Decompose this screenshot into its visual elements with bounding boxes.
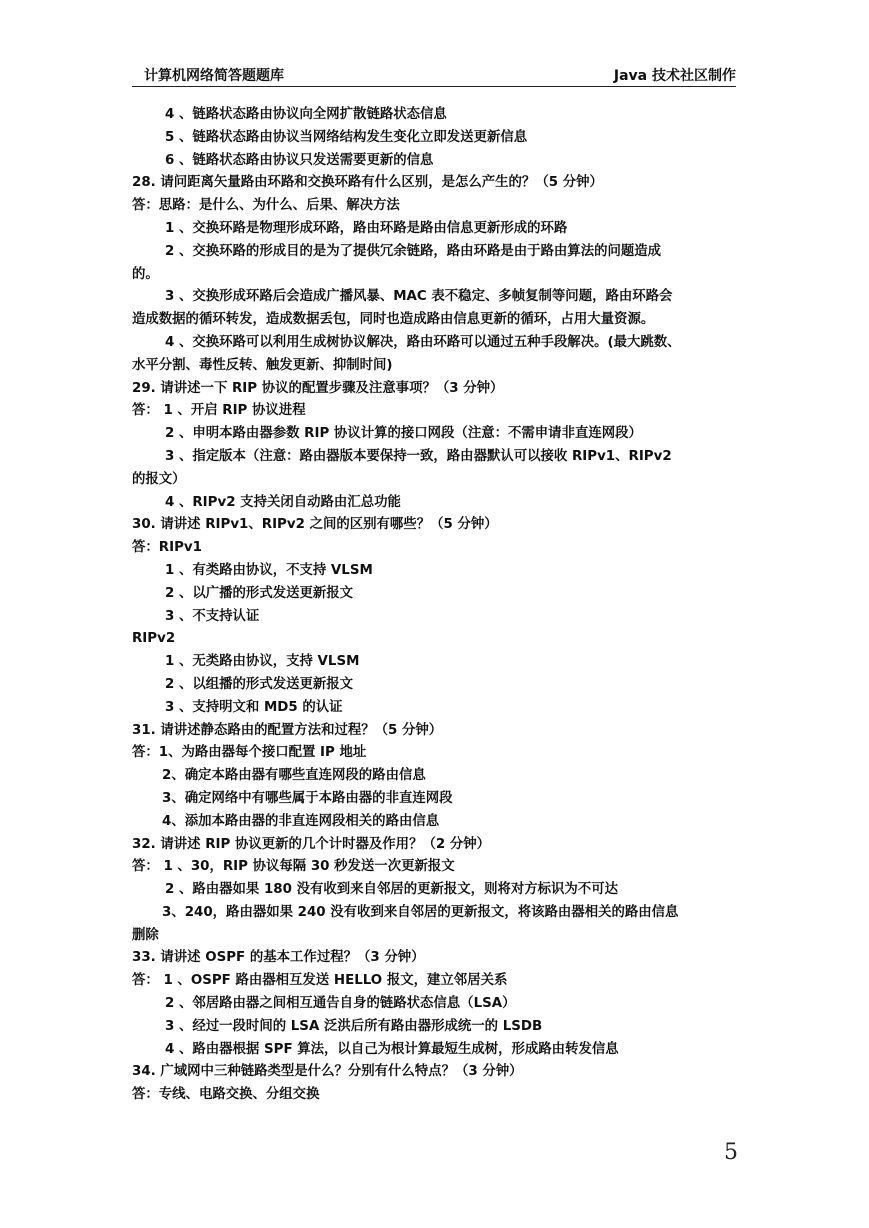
text-line: 1 、无类路由协议，支持 VLSM [165, 654, 360, 670]
header-title: 计算机网络简答题题库 [144, 68, 284, 84]
text-line: 答： 1 、OSPF 路由器相互发送 HELLO 报文，建立邻居关系 [132, 973, 508, 989]
page-number: 5 [724, 1140, 738, 1165]
text-line: 答： 1 、30，RIP 协议每隔 30 秒发送一次更新报文 [132, 859, 455, 875]
text-line: 4、添加本路由器的非直连网段相关的路由信息 [162, 813, 440, 829]
text-line: 4 、链路状态路由协议向全网扩散链路状态信息 [165, 107, 447, 122]
text-line: 答：1、为路由器每个接口配置 IP 地址 [132, 745, 367, 761]
page-header [132, 62, 736, 87]
text-line: 的。 [132, 266, 159, 282]
text-line: 2 、申明本路由器参数 RIP 协议计算的接口网段（注意：不需申请非直连网段） [165, 426, 642, 442]
text-line: 32. 请讲述 RIP 协议更新的几个计时器及作用？（2 分钟） [132, 836, 490, 852]
header-brand: Java 技术社区制作 [613, 68, 736, 84]
text-line: 答：思路：是什么、为什么、后果、解决方法 [132, 198, 400, 214]
text-line: RIPv2 [132, 631, 176, 647]
text-line: 28. 请问距离矢量路由环路和交换环路有什么区别，是怎么产生的？（5 分钟） [132, 175, 603, 191]
text-line: 删除 [132, 927, 159, 943]
text-line: 2 、路由器如果 180 没有收到来自邻居的更新报文，则将对方标识为不可达 [165, 882, 618, 898]
text-line: 4 、交换环路可以利用生成树协议解决，路由环路可以通过五种手段解决。(最大跳数、 [165, 334, 681, 350]
text-line: 2 、以广播的形式发送更新报文 [165, 585, 354, 601]
text-line: 的报文） [132, 471, 186, 487]
text-line: 3 、经过一段时间的 LSA 泛洪后所有路由器形成统一的 LSDB [165, 1018, 543, 1034]
text-line: 1 、交换环路是物理形成环路，路由环路是路由信息更新形成的环路 [165, 220, 568, 236]
document-body [132, 104, 738, 1107]
text-line: 2 、以组播的形式发送更新报文 [165, 676, 354, 692]
text-line: 1 、有类路由协议，不支持 VLSM [165, 562, 373, 578]
text-line: 33. 请讲述 OSPF 的基本工作过程？（3 分钟） [132, 950, 425, 966]
text-line: 答：RIPv1 [132, 540, 202, 556]
text-line: 3、240，路由器如果 240 没有收到来自邻居的更新报文，将该路由器相关的路由信息 [162, 904, 679, 920]
text-line: 答：专线、电路交换、分组交换 [132, 1087, 320, 1103]
text-line: 31. 请讲述静态路由的配置方法和过程？（5 分钟） [132, 722, 443, 738]
text-line: 3 、指定版本（注意：路由器版本要保持一致，路由器默认可以接收 RIPv1、RIPv2 [165, 448, 672, 464]
text-line: 4 、路由器根据 SPF 算法，以自己为根计算最短生成树，形成路由转发信息 [165, 1041, 619, 1057]
text-line: 2 、邻居路由器之间相互通告自身的链路状态信息（LSA） [165, 996, 516, 1012]
text-line: 34. 广域网中三种链路类型是什么？分别有什么特点？（3 分钟） [132, 1064, 523, 1080]
text-line: 3、确定网络中有哪些属于本路由器的非直连网段 [162, 790, 453, 806]
text-line: 造成数据的循环转发，造成数据丢包，同时也造成路由信息更新的循环，占用大量资源。 [132, 312, 655, 328]
text-line: 4 、RIPv2 支持关闭自动路由汇总功能 [165, 494, 401, 510]
text-line: 2、确定本路由器有哪些直连网段的路由信息 [162, 768, 426, 784]
text-line: 2 、交换环路的形成目的是为了提供冗余链路，路由环路是由于路由算法的问题造成 [165, 243, 662, 259]
text-line: 答： 1 、开启 RIP 协议进程 [132, 403, 306, 419]
text-line: 5 、链路状态路由协议当网络结构发生变化立即发送更新信息 [165, 129, 528, 145]
text-line: 3 、交换形成环路后会造成广播风暴、MAC 表不稳定、多帧复制等问题，路由环路会 [165, 289, 673, 305]
text-line: 3 、支持明文和 MD5 的认证 [165, 699, 343, 715]
text-line: 29. 请讲述一下 RIP 协议的配置步骤及注意事项？（3 分钟） [132, 380, 504, 396]
text-line: 水平分割、毒性反转、触发更新、抑制时间) [132, 357, 393, 373]
text-line: 3 、不支持认证 [165, 608, 260, 624]
text-line: 6 、链路状态路由协议只发送需要更新的信息 [165, 152, 434, 168]
text-line: 30. 请讲述 RIPv1、RIPv2 之间的区别有哪些？（5 分钟） [132, 517, 498, 533]
